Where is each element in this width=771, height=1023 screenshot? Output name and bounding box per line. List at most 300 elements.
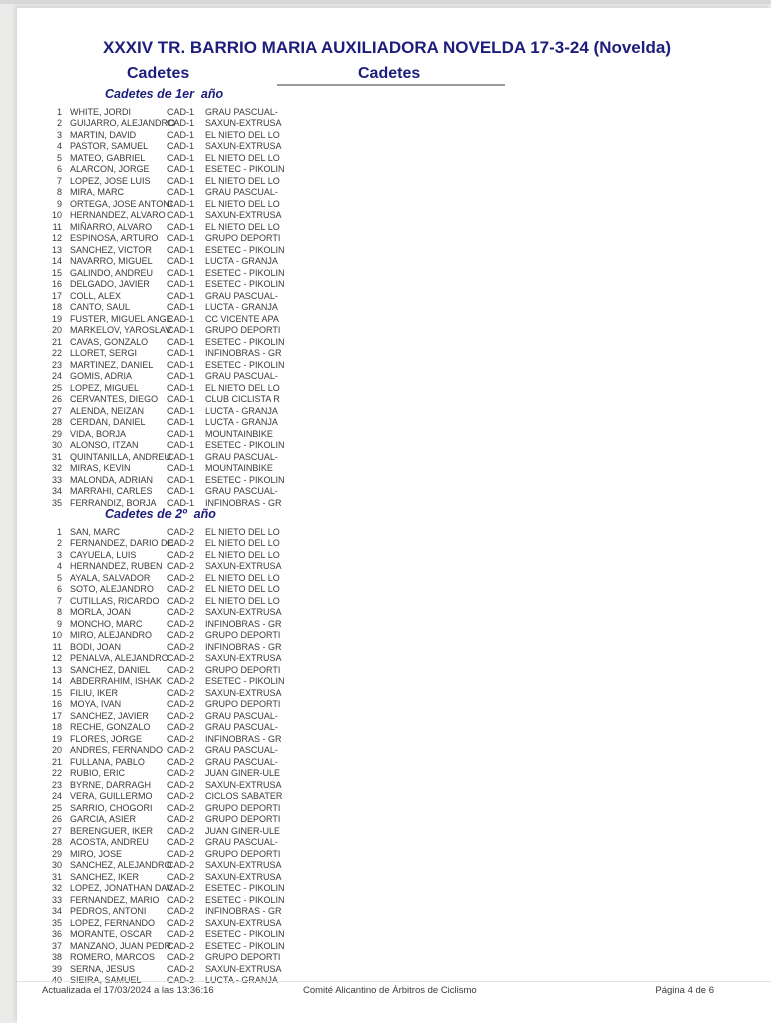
rider-name: SAN, MARC xyxy=(70,526,121,537)
rider-name: ORTEGA, JOSE ANTONI xyxy=(70,198,173,209)
table-row xyxy=(17,348,771,360)
table-row xyxy=(17,791,771,803)
rider-number: 29 xyxy=(51,428,62,439)
rider-name: RECHE, GONZALO xyxy=(70,722,151,733)
table-row xyxy=(17,221,771,233)
rider-team: INFINOBRAS - GR xyxy=(205,641,282,652)
rider-category: CAD-2 xyxy=(167,768,195,779)
table-row xyxy=(17,141,771,153)
table-row xyxy=(17,440,771,452)
table-row xyxy=(17,710,771,722)
rider-number: 12 xyxy=(51,233,62,244)
rider-team: SAXUN-EXTRUSA xyxy=(205,687,282,698)
rider-number: 7 xyxy=(56,175,62,186)
table-row xyxy=(17,940,771,952)
rider-number: 16 xyxy=(51,699,62,710)
rider-name: ALENDA, NEIZAN xyxy=(70,405,145,416)
rider-number: 34 xyxy=(51,486,62,497)
table-row xyxy=(17,256,771,268)
rider-team: LUCTA - GRANJA xyxy=(205,417,278,428)
rider-name: MALONDA, ADRIAN xyxy=(70,474,154,485)
rider-category: CAD-2 xyxy=(167,837,195,848)
rider-team: EL NIETO DEL LO xyxy=(205,538,280,549)
table-row xyxy=(17,561,771,573)
rider-name: FERNANDEZ, DARIO DE xyxy=(70,538,174,549)
rider-number: 13 xyxy=(51,664,62,675)
rider-team: EL NIETO DEL LO xyxy=(205,595,280,606)
table-row xyxy=(17,664,771,676)
rider-team: GRAU PASCUAL- xyxy=(205,756,278,767)
rider-category: CAD-1 xyxy=(167,256,195,267)
rider-name: MATEO, GABRIEL xyxy=(70,152,146,163)
column-header-right: Cadetes xyxy=(358,65,421,82)
rider-category: CAD-2 xyxy=(167,595,195,606)
rider-category: CAD-2 xyxy=(167,572,195,583)
rider-team: SAXUN-EXTRUSA xyxy=(205,141,282,152)
rider-name: ROMERO, MARCOS xyxy=(70,952,156,963)
rider-number: 7 xyxy=(56,595,62,606)
rider-category: CAD-1 xyxy=(167,244,195,255)
table-row xyxy=(17,394,771,406)
rider-name: SANCHEZ, ALEJANDRO xyxy=(70,860,172,871)
rider-list xyxy=(17,526,771,986)
rider-number: 4 xyxy=(56,561,62,572)
rider-number: 24 xyxy=(51,371,62,382)
rider-name: GOMIS, ADRIA xyxy=(70,371,133,382)
rider-number: 15 xyxy=(51,267,62,278)
rider-name: LOPEZ, JONATHAN DAV xyxy=(70,883,173,894)
rider-category: CAD-1 xyxy=(167,336,195,347)
rider-number: 15 xyxy=(51,687,62,698)
page-indicator: Página 4 de 6 xyxy=(655,985,714,996)
rider-number: 14 xyxy=(51,676,62,687)
rider-team: EL NIETO DEL LO xyxy=(205,526,280,537)
rider-category: CAD-1 xyxy=(167,382,195,393)
rider-number: 26 xyxy=(51,814,62,825)
rider-number: 26 xyxy=(51,394,62,405)
table-row xyxy=(17,699,771,711)
rider-team: INFINOBRAS - GR xyxy=(205,906,282,917)
table-row xyxy=(17,405,771,417)
rider-list xyxy=(17,106,771,509)
table-row xyxy=(17,860,771,872)
rider-category: CAD-1 xyxy=(167,371,195,382)
rider-category: CAD-2 xyxy=(167,940,195,951)
table-row xyxy=(17,894,771,906)
table-row xyxy=(17,198,771,210)
table-row xyxy=(17,302,771,314)
rider-number: 3 xyxy=(56,549,62,560)
rider-name: SARRIO, CHOGORI xyxy=(70,802,153,813)
rider-team: MOUNTAINBIKE xyxy=(205,428,273,439)
rider-category: CAD-2 xyxy=(167,871,195,882)
rider-team: EL NIETO DEL LO xyxy=(205,549,280,560)
rider-team: ESETEC - PIKOLIN xyxy=(205,440,285,451)
rider-number: 19 xyxy=(51,733,62,744)
rider-number: 21 xyxy=(51,756,62,767)
rider-number: 16 xyxy=(51,279,62,290)
rider-category: CAD-2 xyxy=(167,618,195,629)
table-row xyxy=(17,267,771,279)
rider-name: MONCHO, MARC xyxy=(70,618,143,629)
rider-category: CAD-1 xyxy=(167,428,195,439)
rider-name: ABDERRAHIM, ISHAK xyxy=(70,676,163,687)
rider-category: CAD-2 xyxy=(167,722,195,733)
rider-name: FLORES, JORGE xyxy=(70,733,143,744)
rider-number: 22 xyxy=(51,768,62,779)
rider-category: CAD-1 xyxy=(167,486,195,497)
rider-name: MARTIN, DAVID xyxy=(70,129,137,140)
table-row xyxy=(17,825,771,837)
rider-section xyxy=(17,87,771,509)
rider-number: 2 xyxy=(56,538,62,549)
rider-name: BERENGUER, IKER xyxy=(70,825,154,836)
rider-team: INFINOBRAS - GR xyxy=(205,733,282,744)
table-row xyxy=(17,451,771,463)
rider-number: 14 xyxy=(51,256,62,267)
rider-number: 13 xyxy=(51,244,62,255)
rider-team: LUCTA - GRANJA xyxy=(205,302,278,313)
table-row xyxy=(17,371,771,383)
rider-name: MANZANO, JUAN PEDR xyxy=(70,940,172,951)
rider-category: CAD-1 xyxy=(167,187,195,198)
rider-team: GRUPO DEPORTI xyxy=(205,802,281,813)
rider-team: ESETEC - PIKOLIN xyxy=(205,940,285,951)
rider-category: CAD-1 xyxy=(167,279,195,290)
rider-team: GRUPO DEPORTI xyxy=(205,952,281,963)
rider-category: CAD-2 xyxy=(167,526,195,537)
rider-team: GRUPO DEPORTI xyxy=(205,630,281,641)
table-row xyxy=(17,871,771,883)
rider-team: EL NIETO DEL LO xyxy=(205,572,280,583)
rider-name: ACOSTA, ANDREU xyxy=(70,837,149,848)
rider-category: CAD-1 xyxy=(167,417,195,428)
rider-number: 32 xyxy=(51,463,62,474)
table-row xyxy=(17,129,771,141)
rider-team: GRAU PASCUAL- xyxy=(205,722,278,733)
rider-team: GRAU PASCUAL- xyxy=(205,451,278,462)
rider-team: SAXUN-EXTRUSA xyxy=(205,871,282,882)
rider-category: CAD-2 xyxy=(167,802,195,813)
rider-name: MARRAHI, CARLES xyxy=(70,486,153,497)
rider-team: GRAU PASCUAL- xyxy=(205,486,278,497)
rider-team: GRAU PASCUAL- xyxy=(205,187,278,198)
rider-category: CAD-2 xyxy=(167,963,195,974)
rider-team: INFINOBRAS - GR xyxy=(205,618,282,629)
rider-number: 23 xyxy=(51,779,62,790)
rider-team: CLUB CICLISTA R xyxy=(205,394,280,405)
table-row xyxy=(17,538,771,550)
table-row xyxy=(17,417,771,429)
rider-category: CAD-2 xyxy=(167,653,195,664)
table-row xyxy=(17,244,771,256)
rider-category: CAD-2 xyxy=(167,710,195,721)
table-row xyxy=(17,290,771,302)
rider-team: EL NIETO DEL LO xyxy=(205,221,280,232)
table-row xyxy=(17,187,771,199)
rider-category: CAD-2 xyxy=(167,733,195,744)
rider-category: CAD-1 xyxy=(167,267,195,278)
rider-name: FILIU, IKER xyxy=(70,687,119,698)
rider-number: 39 xyxy=(51,963,62,974)
table-row xyxy=(17,549,771,561)
table-row xyxy=(17,359,771,371)
rider-team: ESETEC - PIKOLIN xyxy=(205,929,285,940)
table-row xyxy=(17,917,771,929)
rider-name: SANCHEZ, VICTOR xyxy=(70,244,152,255)
rider-number: 37 xyxy=(51,940,62,951)
rider-team: JUAN GINER-ULE xyxy=(205,825,281,836)
table-row xyxy=(17,428,771,440)
rider-team: ESETEC - PIKOLIN xyxy=(205,336,285,347)
table-row xyxy=(17,848,771,860)
rider-category: CAD-2 xyxy=(167,917,195,928)
rider-name: CERDAN, DANIEL xyxy=(70,417,146,428)
rider-name: DELGADO, JAVIER xyxy=(70,279,150,290)
rider-team: SAXUN-EXTRUSA xyxy=(205,607,282,618)
rider-team: GRUPO DEPORTI xyxy=(205,814,281,825)
rider-team: SAXUN-EXTRUSA xyxy=(205,963,282,974)
rider-number: 8 xyxy=(56,607,62,618)
rider-category: CAD-2 xyxy=(167,894,195,905)
table-row xyxy=(17,382,771,394)
rider-team: LUCTA - GRANJA xyxy=(205,256,278,267)
table-row xyxy=(17,118,771,130)
rider-team: GRUPO DEPORTI xyxy=(205,664,281,675)
rider-number: 17 xyxy=(51,290,62,301)
table-row xyxy=(17,802,771,814)
rider-number: 35 xyxy=(51,497,62,508)
rider-category: CAD-2 xyxy=(167,825,195,836)
rider-team: SAXUN-EXTRUSA xyxy=(205,118,282,129)
rider-team: ESETEC - PIKOLIN xyxy=(205,244,285,255)
rider-team: EL NIETO DEL LO xyxy=(205,198,280,209)
rider-name: ALONSO, ITZAN xyxy=(70,440,139,451)
rider-team: GRAU PASCUAL- xyxy=(205,837,278,848)
rider-name: MIRO, JOSE xyxy=(70,848,123,859)
column-header-underline xyxy=(277,84,505,86)
rider-name: ESPINOSA, ARTURO xyxy=(70,233,159,244)
rider-team: SAXUN-EXTRUSA xyxy=(205,860,282,871)
rider-number: 21 xyxy=(51,336,62,347)
table-row xyxy=(17,325,771,337)
table-row xyxy=(17,837,771,849)
rider-team: ESETEC - PIKOLIN xyxy=(205,894,285,905)
rider-number: 34 xyxy=(51,906,62,917)
rider-team: EL NIETO DEL LO xyxy=(205,129,280,140)
rider-name: SERNA, JESUS xyxy=(70,963,136,974)
rider-name: VERA, GUILLERMO xyxy=(70,791,153,802)
rider-number: 33 xyxy=(51,474,62,485)
table-row xyxy=(17,641,771,653)
rider-number: 27 xyxy=(51,405,62,416)
rider-name: MIÑARRO, ALVARO xyxy=(70,221,153,232)
rider-number: 30 xyxy=(51,440,62,451)
rider-number: 27 xyxy=(51,825,62,836)
rider-team: SAXUN-EXTRUSA xyxy=(205,210,282,221)
rider-number: 31 xyxy=(51,451,62,462)
rider-name: SANCHEZ, IKER xyxy=(70,871,140,882)
rider-team: GRAU PASCUAL- xyxy=(205,710,278,721)
rider-name: FULLANA, PABLO xyxy=(70,756,145,767)
table-row xyxy=(17,745,771,757)
rider-team: JUAN GINER-ULE xyxy=(205,768,281,779)
table-row xyxy=(17,630,771,642)
table-row xyxy=(17,733,771,745)
table-row xyxy=(17,929,771,941)
rider-category: CAD-1 xyxy=(167,451,195,462)
rider-name: HERNANDEZ, RUBEN xyxy=(70,561,163,572)
rider-team: ESETEC - PIKOLIN xyxy=(205,676,285,687)
page-footer xyxy=(17,981,771,999)
rider-name: WHITE, JORDI xyxy=(70,106,131,117)
rider-category: CAD-1 xyxy=(167,313,195,324)
table-row xyxy=(17,572,771,584)
rider-name: PENALVA, ALEJANDRO xyxy=(70,653,169,664)
table-row xyxy=(17,779,771,791)
rider-category: CAD-1 xyxy=(167,175,195,186)
rider-category: CAD-1 xyxy=(167,497,195,508)
rider-team: ESETEC - PIKOLIN xyxy=(205,164,285,175)
rider-number: 31 xyxy=(51,871,62,882)
rider-number: 9 xyxy=(56,618,62,629)
rider-category: CAD-1 xyxy=(167,394,195,405)
rider-number: 20 xyxy=(51,745,62,756)
rider-category: CAD-1 xyxy=(167,290,195,301)
table-row xyxy=(17,653,771,665)
rider-team: CICLOS SABATER xyxy=(205,791,283,802)
rider-team: INFINOBRAS - GR xyxy=(205,497,282,508)
rider-number: 33 xyxy=(51,894,62,905)
rider-team: ESETEC - PIKOLIN xyxy=(205,279,285,290)
rider-team: LUCTA - GRANJA xyxy=(205,975,278,986)
table-row xyxy=(17,814,771,826)
rider-team: EL NIETO DEL LO xyxy=(205,152,280,163)
table-row xyxy=(17,175,771,187)
rider-category: CAD-1 xyxy=(167,302,195,313)
rider-number: 28 xyxy=(51,417,62,428)
rider-team: SAXUN-EXTRUSA xyxy=(205,917,282,928)
rider-category: CAD-1 xyxy=(167,359,195,370)
rider-team: INFINOBRAS - GR xyxy=(205,348,282,359)
rider-number: 4 xyxy=(56,141,62,152)
rider-category: CAD-2 xyxy=(167,538,195,549)
rider-category: CAD-2 xyxy=(167,699,195,710)
rider-number: 10 xyxy=(51,210,62,221)
rider-category: CAD-1 xyxy=(167,210,195,221)
rider-team: SAXUN-EXTRUSA xyxy=(205,561,282,572)
rider-number: 25 xyxy=(51,382,62,393)
rider-category: CAD-1 xyxy=(167,129,195,140)
rider-name: RUBIO, ERIC xyxy=(70,768,126,779)
table-row xyxy=(17,486,771,498)
rider-number: 1 xyxy=(56,526,62,537)
rider-name: MARKELOV, YAROSLAV xyxy=(70,325,172,336)
rider-category: CAD-2 xyxy=(167,641,195,652)
table-row xyxy=(17,963,771,975)
rider-category: CAD-2 xyxy=(167,883,195,894)
rider-number: 28 xyxy=(51,837,62,848)
rider-name: ALARCON, JORGE xyxy=(70,164,150,175)
column-header-left: Cadetes xyxy=(127,65,190,82)
rider-name: FERNANDEZ, MARIO xyxy=(70,894,160,905)
rider-name: ANDRES, FERNANDO xyxy=(70,745,164,756)
rider-category: CAD-1 xyxy=(167,164,195,175)
rider-name: SANCHEZ, JAVIER xyxy=(70,710,149,721)
rider-number: 35 xyxy=(51,917,62,928)
rider-name: GARCIA, ASIER xyxy=(70,814,137,825)
rider-name: SANCHEZ, DANIEL xyxy=(70,664,151,675)
table-row xyxy=(17,336,771,348)
rider-team: EL NIETO DEL LO xyxy=(205,382,280,393)
rider-category: CAD-2 xyxy=(167,929,195,940)
rider-category: CAD-2 xyxy=(167,584,195,595)
table-row xyxy=(17,756,771,768)
rider-name: MIRO, ALEJANDRO xyxy=(70,630,153,641)
rider-number: 6 xyxy=(56,164,62,175)
rider-name: MIRA, MARC xyxy=(70,187,124,198)
rider-section xyxy=(17,507,771,986)
rider-category: CAD-1 xyxy=(167,233,195,244)
rider-name: FERRANDIZ, BORJA xyxy=(70,497,157,508)
rider-category: CAD-2 xyxy=(167,791,195,802)
rider-category: CAD-1 xyxy=(167,463,195,474)
rider-name: QUINTANILLA, ANDREU xyxy=(70,451,171,462)
rider-name: NAVARRO, MIGUEL xyxy=(70,256,153,267)
rider-name: AYALA, SALVADOR xyxy=(70,572,151,583)
rider-number: 30 xyxy=(51,860,62,871)
rider-name: CERVANTES, DIEGO xyxy=(70,394,159,405)
table-row xyxy=(17,595,771,607)
table-row xyxy=(17,164,771,176)
table-row xyxy=(17,676,771,688)
rider-number: 32 xyxy=(51,883,62,894)
table-row xyxy=(17,607,771,619)
rider-team: GRAU PASCUAL- xyxy=(205,371,278,382)
rider-name: MIRAS, KEVIN xyxy=(70,463,131,474)
rider-number: 40 xyxy=(51,975,62,986)
rider-team: ESETEC - PIKOLIN xyxy=(205,883,285,894)
rider-category: CAD-2 xyxy=(167,860,195,871)
rider-name: CANTO, SAUL xyxy=(70,302,130,313)
rider-name: VIDA, BORJA xyxy=(70,428,127,439)
rider-category: CAD-1 xyxy=(167,198,195,209)
table-row xyxy=(17,584,771,596)
updated-timestamp: Actualizada el 17/03/2024 a las 13:36:16 xyxy=(42,985,214,996)
rider-category: CAD-2 xyxy=(167,549,195,560)
rider-number: 18 xyxy=(51,302,62,313)
rider-team: GRUPO DEPORTI xyxy=(205,699,281,710)
rider-number: 24 xyxy=(51,791,62,802)
table-row xyxy=(17,463,771,475)
rider-team: CC VICENTE APA xyxy=(205,313,279,324)
rider-category: CAD-1 xyxy=(167,221,195,232)
table-row xyxy=(17,906,771,918)
rider-category: CAD-1 xyxy=(167,348,195,359)
rider-number: 36 xyxy=(51,929,62,940)
rider-name: FUSTER, MIGUEL ANGE xyxy=(70,313,173,324)
rider-number: 10 xyxy=(51,630,62,641)
rider-name: GUIJARRO, ALEJANDRO xyxy=(70,118,176,129)
rider-number: 11 xyxy=(52,221,62,232)
rider-category: CAD-2 xyxy=(167,756,195,767)
rider-category: CAD-1 xyxy=(167,440,195,451)
rider-team: SAXUN-EXTRUSA xyxy=(205,779,282,790)
rider-category: CAD-2 xyxy=(167,952,195,963)
rider-name: BYRNE, DARRAGH xyxy=(70,779,152,790)
rider-category: CAD-1 xyxy=(167,325,195,336)
rider-category: CAD-2 xyxy=(167,975,195,986)
